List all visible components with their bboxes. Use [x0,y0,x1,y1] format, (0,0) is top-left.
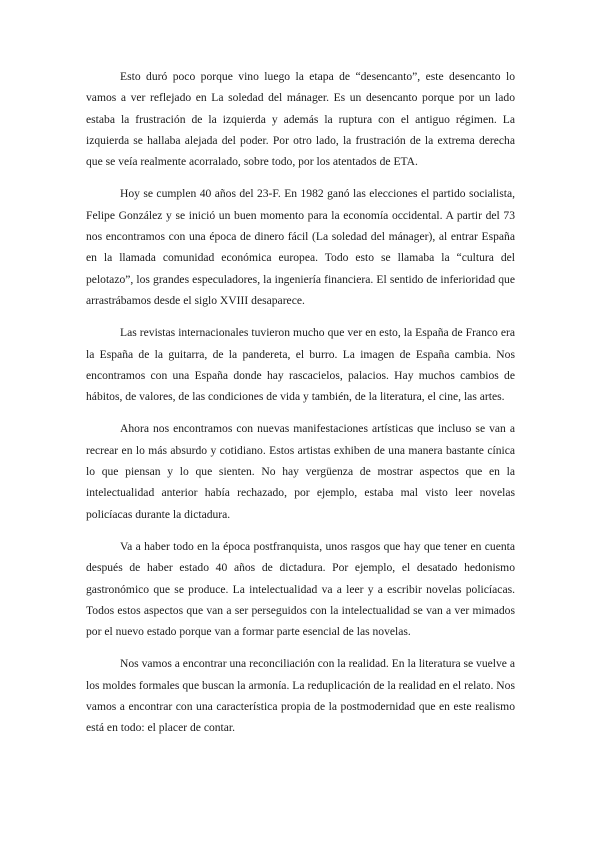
paragraph-reconciliacion: Nos vamos a encontrar una reconciliación con la realidad. En la literatura se vuelve a los moldes formales que buscan la armonía. La reduplicación de la realidad en el relato. Nos vamos a encontrar con una característica propia de la postmodernidad que en este realismo está en todo: el placer de contar. [86,657,515,735]
paragraph-postfranquista: Va a haber todo en la época postfranquista, unos rasgos que hay que tener en cuenta después de haber estado 40 años de dictadura. Por ejemplo, el desatado hedonismo gastronómico que se produce. La intelectualidad va a leer y a escribir novelas policíacas. Todos estos aspectos que van a ser perseguidos con la intelectualidad se van a ver mimados por el nuevo estado porque van a formar parte esencial de las novelas. [86,539,515,639]
paragraph-manifestaciones: Ahora nos encontramos con nuevas manifestaciones artísticas que incluso se van a recrear en lo más absurdo y cotidiano. Estos artistas exhiben de una manera bastante cínica lo que piensan y lo que sienten. No hay vergüenza de mostrar aspectos que en la intelectualidad anterior había rechazado, por ejemplo, estaba mal visto leer novelas policíacas durante la dictadura. [86,422,515,521]
paragraph-revistas: Las revistas internacionales tuvieron mucho que ver en esto, la España de Franco era la España de la guitarra, de la pandereta, el burro. La imagen de España cambia. Nos encontramos con una España donde hay rascacielos, palacios. Hay muchos cambios de hábitos, de valores, de las condiciones de vida y también, de la literatura, el cine, las artes. [86,326,515,404]
paragraph-23f: Hoy se cumplen 40 años del 23-F. En 1982 ganó las elecciones el partido socialista, Felipe González y se inició un buen momento para la economía occidental. A partir del 73 nos encontramos con una época de dinero fácil (La soledad del mánager), al entrar España en la llamada comunidad económica europea. Todo esto se llamaba la “cultura del pelotazo”, los grandes especuladores, la ingeniería financiera. El sentido de inferioridad que arrastrábamos desde el siglo XVIII desaparece. [86,187,515,307]
paragraph-desencanto: Esto duró poco porque vino luego la etapa de “desencanto”, este desencanto lo vamos a ver reflejado en La soledad del mánager. Es un desencanto porque por un lado estaba la frustración de la izquierda y además la ruptura con el antiguo régimen. La izquierda se hallaba alejada del poder. Por otro lado, la frustración de la extrema derecha que se veía realmente acorralado, sobre todo, por los atentados de ETA. [86,70,515,169]
document-body [86,66,515,750]
